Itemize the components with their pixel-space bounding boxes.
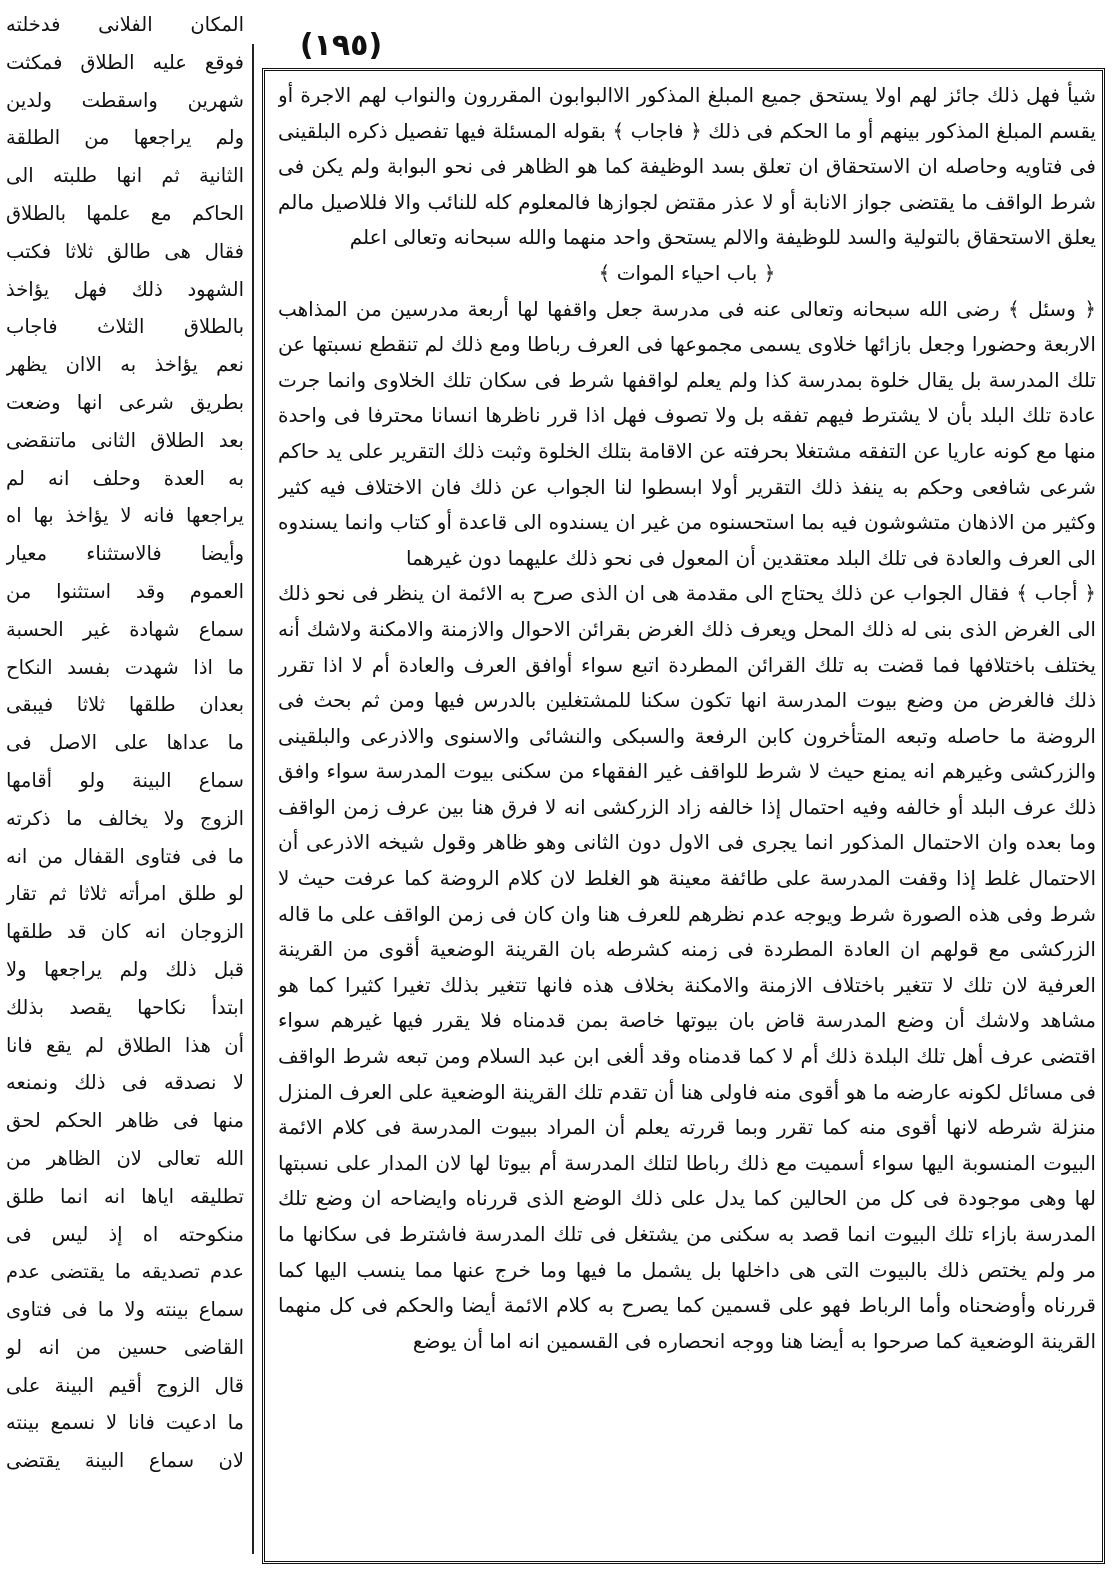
chapter-heading: ﴿ باب احياء الموات ﴾ <box>598 260 776 285</box>
main-text-body <box>278 78 1096 1558</box>
margin-line: الزوج ولا يخالف ما ذكرته <box>6 806 244 830</box>
margin-line: وأيضا فالاستثناء معيار <box>6 542 244 566</box>
margin-line: ما ادعيت فانا لا نسمع بينته <box>6 1411 244 1435</box>
margin-line: لا نصدقه فى ذلك ونمنعه <box>6 1071 244 1095</box>
margin-line: قبل ذلك ولم يراجعها ولا <box>6 957 244 981</box>
margin-line: به العدة وحلف انه لم <box>6 466 244 490</box>
margin-line: ولم يراجعها من الطلقة <box>6 126 244 150</box>
margin-line: الله تعالى لان الظاهر من <box>6 1146 244 1170</box>
margin-line: منكوحته اه إذ ليس فى <box>6 1222 244 1246</box>
margin-line: القاضى حسين من انه لو <box>6 1335 244 1359</box>
margin-line: ابتدأ نكاحها يقصد بذلك <box>6 995 244 1019</box>
margin-line: الحاكم مع علمها بالطلاق <box>6 201 244 225</box>
margin-line: المكان الفلانى فدخلته <box>6 13 244 36</box>
margin-line: يراجعها فانه لا يؤاخذ بها اه <box>6 504 244 528</box>
margin-line: سماع البينة ولو أقامها <box>6 768 244 792</box>
margin-line: بالطلاق الثلاث فاجاب <box>6 315 244 339</box>
margin-line: نعم يؤاخذ به الاان يظهر <box>6 353 244 377</box>
margin-commentary <box>6 6 244 1566</box>
main-paragraph: ﴿ وسئل ﴾ رضى الله سبحانه وتعالى عنه فى مدرسة جعل واقفها لها أربعة مدرسين من المذاهب الاربعة وحضورا وجعل بازائها خلاوى يسمى مجموعها فى العرف رباطا ومع ذلك لم تنقطع نسبتها عن تلك المدرسة بل يقال خلوة بمدرسة كذا ولم يعلم لواقفها شرط فى سكان تلك الخلاوى وانما جرت عادة تلك البلد بأن لا يشترط فيهم تفقه بل ولا تصوف فهل اذا قرر ناظرها انسانا محترفا فى واحدة منها مع كونه عاريا عن التفقه مشتغلا بحرفته عن الاقامة بتلك الخلوة وثبت ذلك التقرير على يد حاكم شرعى شافعى وحكم به ينفذ ذلك التقرير أولا ابسطوا لنا الجواب عن ذلك فان الاختلاف فيه كثير وكثير من الاذهان متشوشون فيه بما استحسنوه من غير ان يسندوه الى قاعدة أو كتاب وانما يسندوه الى العرف والعادة فى تلك البلد معتقدين أن المعول فى نحو ذلك عليهما دون غيرهما <box>278 296 1096 570</box>
margin-line: الثانية ثم انها طلبته الى <box>6 164 244 188</box>
margin-line: عدم تصديقه ما يقتضى عدم <box>6 1260 244 1284</box>
margin-line: ما اذا شهدت بفسد النكاح <box>6 655 244 679</box>
margin-line: بطريق شرعى انها وضعت <box>6 390 244 414</box>
margin-line: بعد الطلاق الثانى ماتنقضى <box>6 428 244 452</box>
margin-line: سماع شهادة غير الحسبة <box>6 617 244 641</box>
margin-line: العموم وقد استثنوا من <box>6 579 244 603</box>
margin-line: الزوجان انه كان قد طلقها <box>6 920 244 944</box>
margin-line: تطليقه اياها انه انما طلق <box>6 1184 244 1208</box>
margin-line: قال الزوج أقيم البينة على <box>6 1373 244 1397</box>
margin-line: أن هذا الطلاق لم يقع فانا <box>6 1033 244 1057</box>
margin-line: سماع بينته ولا ما فى فتاوى <box>6 1298 244 1322</box>
margin-line: لان سماع البينة يقتضى <box>6 1449 244 1473</box>
margin-line: فوقع عليه الطلاق فمكثت <box>6 50 244 74</box>
margin-line: شهرين واسقطت ولدين <box>6 88 244 112</box>
margin-line: الشهود ذلك فهل يؤاخذ <box>6 277 244 301</box>
margin-line: ما فى فتاوى القفال من انه <box>6 844 244 868</box>
margin-line: بعدان طلقها ثلاثا فيبقى <box>6 693 244 717</box>
main-paragraph: شيأ فهل ذلك جائز لهم اولا يستحق جميع المبلغ المذكور الاالبوابون المقررون والنواب لهم الاجرة أو يقسم المبلغ المذكور بينهم أو ما الحكم فى ذلك ﴿ فاجاب ﴾ بقوله المسئلة فيها تفصيل ذكره البلقينى فى فتاويه وحاصله ان الاستحقاق ان تعلق بسد الوظيفة كما هو الظاهر فى نحو البوابة ولم يكن فى شرط الواقف ما يقتضى جواز الانابة أو لا عذر مقتض لجوازها فالمعلوم كله للنائب والا فللاصيل مالم يعلق الاستحقاق بالتولية والسد للوظيفة والالم يستحق واحد منهما والله سبحانه وتعالى اعلم <box>278 83 1096 250</box>
main-paragraph: ﴿ أجاب ﴾ فقال الجواب عن ذلك يحتاج الى مقدمة هى ان الذى صرح به الائمة ان ينظر فى نحو ذلك الى الغرض الذى بنى له ذلك المحل ويعرف ذلك الغرض بقرائن الاحوال والازمنة والامكنة ولاشك أنه يختلف باختلافها فما قضت به تلك القرائن المطردة اتبع سواء أوافق العرف والعادة أم لا اذا تقرر ذلك فالغرض من وضع بيوت المدرسة انها تكون سكنا للمشتغلين بالدرس فيها ومن ثم بحث فى الروضة ما حاصله وتبعه المتأخرون كابن الرفعة والسبكى والنشائى والاسنوى والاذرعى والبلقينى والزركشى وغيرهم انه يمنع حيث لا شرط للواقف غير الفقهاء من سكنى بيوت المدرسة سواء وافق ذلك عرف البلد أو خالفه وفيه احتمال إذا خالفه زاد الزركشى انه لا فرق هنا بين عرف زمن الواقف وما بعده وان الاحتمال المذكور انما يجرى فى الاول دون الثانى وهو ظاهر وقول شيخه الاذرعى أن الاحتمال غلط إذا وقفت المدرسة على طائفة معينة هو الغلط لان كلام الروضة كما عرفت حيث لا شرط وفى هذه الصورة شرط ويوجه عدم نظرهم للعرف هنا وان كان فى زمن الواقف على ما قاله الزركشى مع قولهم ان العادة المطردة فى زمنه كشرطه بان القرينة الوضعية أقوى من القرينة العرفية لان تلك لا تتغير باختلاف الازمنة والامكنة بخلاف هذه فانها تتغير بذلك تغيرا كثيرا كما هو مشاهد ولاشك أن وضع المدرسة قاض بان بيوتها خاصة بمن قدمناه فلا يقرر فيها غيرهم سواء اقتضى عرف أهل تلك البلدة ذلك أم لا كما قدمناه وقد ألغى ابن عبد السلام ومن تبعه شرط الواقف فى مسائل لكونه عارضه ما هو أقوى منه فاولى هنا أن تقدم تلك القرينة الوضعية على العرف المنزل منزلة شرطه لانها أقوى منه كما تقرر وبما قررته يعلم أن المراد ببيوت المدرسة فى كلام الائمة البيوت المنسوبة اليها سواء أسميت مع ذلك رباطا لتلك المدرسة أم بيوتا لها لان المدار على نسبتها لها وهى موجودة فى كل من الحالين كما يدل على ذلك الوضع الذى قررناه وايضاحه ان وضع تلك المدرسة بازاء تلك البيوت انما قصد به سكنى من يشتغل فى تلك المدرسة فاشترط فى سكانها ما مر ولم يختص ذلك بالبيوت التى هى داخلها بل يشمل ما فيها وما خرج عنها مما ينسب اليها كما قررناه وأوضحناه وأما الرباط فهو على قسمين كما يصرح به كلام الائمة أيضا والحكم فى كل منهما القرينة الوضعية كما صرحوا به أيضا هنا ووجه انحصاره فى القسمين انه اما أن يوضع <box>278 581 1096 1353</box>
margin-line: فقال هى طالق ثلاثا فكتب <box>6 239 244 263</box>
margin-line: منها فى ظاهر الحكم لحق <box>6 1109 244 1133</box>
margin-divider <box>252 44 254 1554</box>
margin-line: ما عداها على الاصل فى <box>6 731 244 755</box>
page-number: (١٩٥) <box>299 28 383 63</box>
margin-line: لو طلق امرأته ثلاثا ثم تقار <box>6 882 244 906</box>
